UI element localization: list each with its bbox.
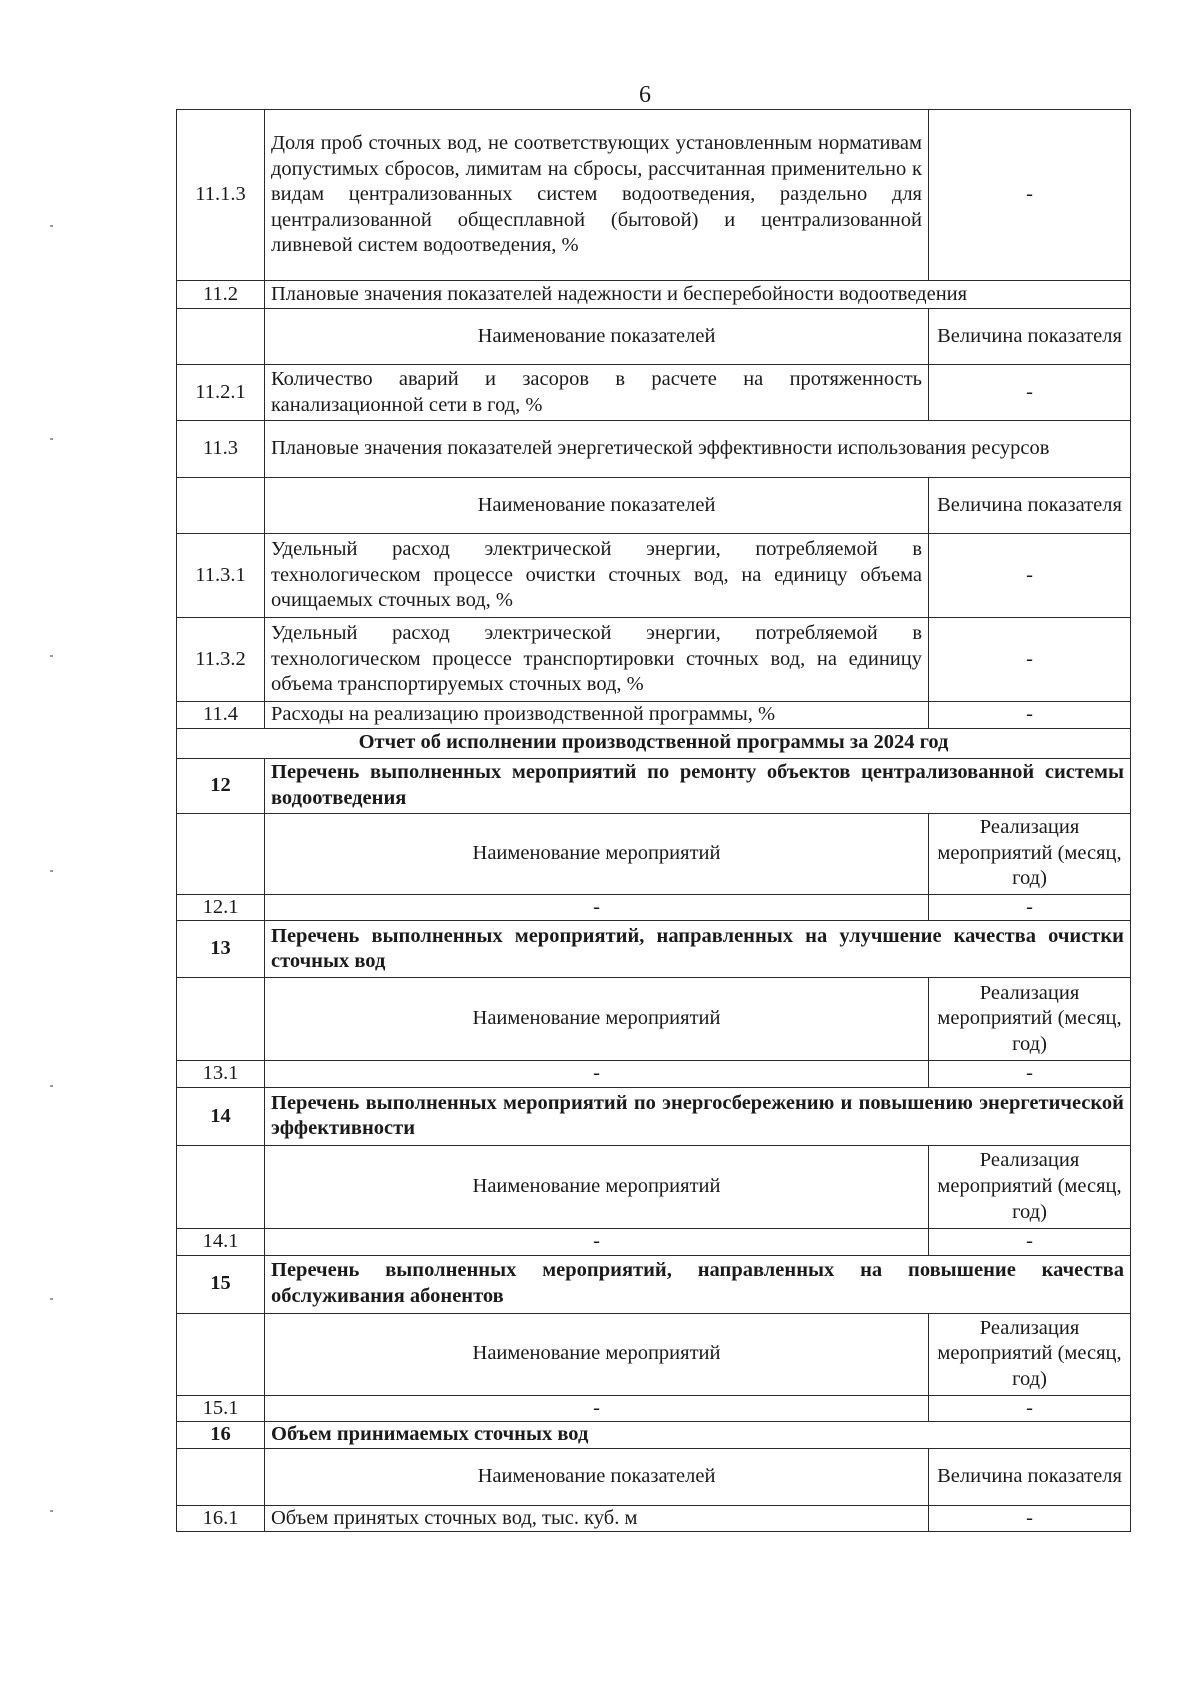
section-number: 12 [177, 758, 265, 813]
page-number: 6 [639, 82, 651, 108]
table-row [177, 618, 1131, 702]
section-title: Плановые значения показателей надежности и бесперебойности водоотведения [265, 281, 1131, 309]
table-row [177, 534, 1131, 618]
column-header-name: Наименование показателей [265, 1448, 929, 1505]
column-header-value: Реализация мероприятий (месяц, год) [929, 813, 1131, 894]
section-number: 13 [177, 921, 265, 978]
table-row [177, 894, 1131, 921]
column-header-value: Реализация мероприятий (месяц, год) [929, 1145, 1131, 1228]
column-header-name: Наименование показателей [265, 309, 929, 365]
section-number: 16 [177, 1422, 265, 1449]
row-number: 14.1 [177, 1228, 265, 1255]
column-header-value: Реализация мероприятий (месяц, год) [929, 978, 1131, 1061]
column-header-row [177, 978, 1131, 1061]
empty-cell [177, 478, 265, 534]
table-row [177, 1061, 1131, 1088]
section-number: 15 [177, 1255, 265, 1313]
column-header-name: Наименование мероприятий [265, 813, 929, 894]
section-row [177, 1255, 1131, 1313]
measure-name: - [265, 1395, 929, 1422]
indicator-value: - [929, 1505, 1131, 1532]
table-row [177, 1395, 1131, 1422]
measure-value: - [929, 1228, 1131, 1255]
section-row [177, 421, 1131, 478]
row-number: 11.2.1 [177, 365, 265, 421]
row-number: 12.1 [177, 894, 265, 921]
row-number: 15.1 [177, 1395, 265, 1422]
empty-cell [177, 978, 265, 1061]
empty-cell [177, 1145, 265, 1228]
measure-name: - [265, 1061, 929, 1088]
section-number: 11.2 [177, 281, 265, 309]
row-number: 13.1 [177, 1061, 265, 1088]
indicator-value: - [929, 534, 1131, 618]
report-title-row [177, 728, 1131, 758]
indicator-value: - [929, 618, 1131, 702]
empty-cell [177, 309, 265, 365]
column-header-value: Величина показателя [929, 478, 1131, 534]
section-row [177, 1422, 1131, 1449]
indicator-value: - [929, 110, 1131, 281]
section-title: Перечень выполненных мероприятий, направленных на повышение качества обслуживания абонентов [265, 1255, 1131, 1313]
column-header-value: Величина показателя [929, 309, 1131, 365]
indicator-text: Количество аварий и засоров в расчете на протяженность канализационной сети в год, % [265, 365, 929, 421]
indicator-text: Расходы на реализацию производственной программы, % [265, 702, 929, 729]
column-header-row [177, 1313, 1131, 1395]
table-row [177, 1228, 1131, 1255]
section-title: Перечень выполненных мероприятий, направленных на улучшение качества очистки сточных вод [265, 921, 1131, 978]
column-header-row [177, 1448, 1131, 1505]
row-number: 11.1.3 [177, 110, 265, 281]
column-header-name: Наименование мероприятий [265, 1313, 929, 1395]
measure-value: - [929, 894, 1131, 921]
column-header-name: Наименование мероприятий [265, 978, 929, 1061]
row-number: 11.3.2 [177, 618, 265, 702]
column-header-value: Реализация мероприятий (месяц, год) [929, 1313, 1131, 1395]
table-row [177, 365, 1131, 421]
section-number: 14 [177, 1087, 265, 1145]
section-title: Объем принимаемых сточных вод [265, 1422, 1131, 1449]
column-header-row [177, 1145, 1131, 1228]
column-header-row [177, 309, 1131, 365]
section-title: Перечень выполненных мероприятий по энергосбережению и повышению энергетической эффективности [265, 1087, 1131, 1145]
column-header-name: Наименование показателей [265, 478, 929, 534]
column-header-name: Наименование мероприятий [265, 1145, 929, 1228]
section-title: Перечень выполненных мероприятий по ремонту объектов централизованной системы водоотведения [265, 758, 1131, 813]
measure-value: - [929, 1395, 1131, 1422]
table-row [177, 110, 1131, 281]
indicator-text: Доля проб сточных вод, не соответствующих установленным нормативам допустимых сбросов, лимитам на сбросы, рассчитанная применительно к видам централизованных систем водоотведения, раздельно для централизованной общесплавной (бытовой) и централизованной ливневой систем водоотведения, % [265, 110, 929, 281]
empty-cell [177, 1313, 265, 1395]
section-title: Плановые значения показателей энергетической эффективности использования ресурсов [265, 421, 1131, 478]
indicator-text: Удельный расход электрической энергии, потребляемой в технологическом процессе очистки сточных вод, на единицу объема очищаемых сточных вод, % [265, 534, 929, 618]
measure-name: - [265, 1228, 929, 1255]
indicator-value: - [929, 365, 1131, 421]
section-row [177, 921, 1131, 978]
indicator-text: Объем принятых сточных вод, тыс. куб. м [265, 1505, 929, 1532]
section-row [177, 1087, 1131, 1145]
column-header-row [177, 478, 1131, 534]
measure-value: - [929, 1061, 1131, 1088]
table-row [177, 1505, 1131, 1532]
row-number: 11.3.1 [177, 534, 265, 618]
section-number: 11.3 [177, 421, 265, 478]
indicators-table [176, 109, 1131, 1532]
table-row [177, 702, 1131, 729]
indicator-text: Удельный расход электрической энергии, потребляемой в технологическом процессе транспортировки сточных вод, на единицу объема транспортируемых сточных вод, % [265, 618, 929, 702]
indicator-value: - [929, 702, 1131, 729]
column-header-row [177, 813, 1131, 894]
empty-cell [177, 813, 265, 894]
column-header-value: Величина показателя [929, 1448, 1131, 1505]
section-row [177, 281, 1131, 309]
report-title: Отчет об исполнении производственной программы за 2024 год [177, 728, 1131, 758]
row-number: 11.4 [177, 702, 265, 729]
row-number: 16.1 [177, 1505, 265, 1532]
measure-name: - [265, 894, 929, 921]
empty-cell [177, 1448, 265, 1505]
section-row [177, 758, 1131, 813]
